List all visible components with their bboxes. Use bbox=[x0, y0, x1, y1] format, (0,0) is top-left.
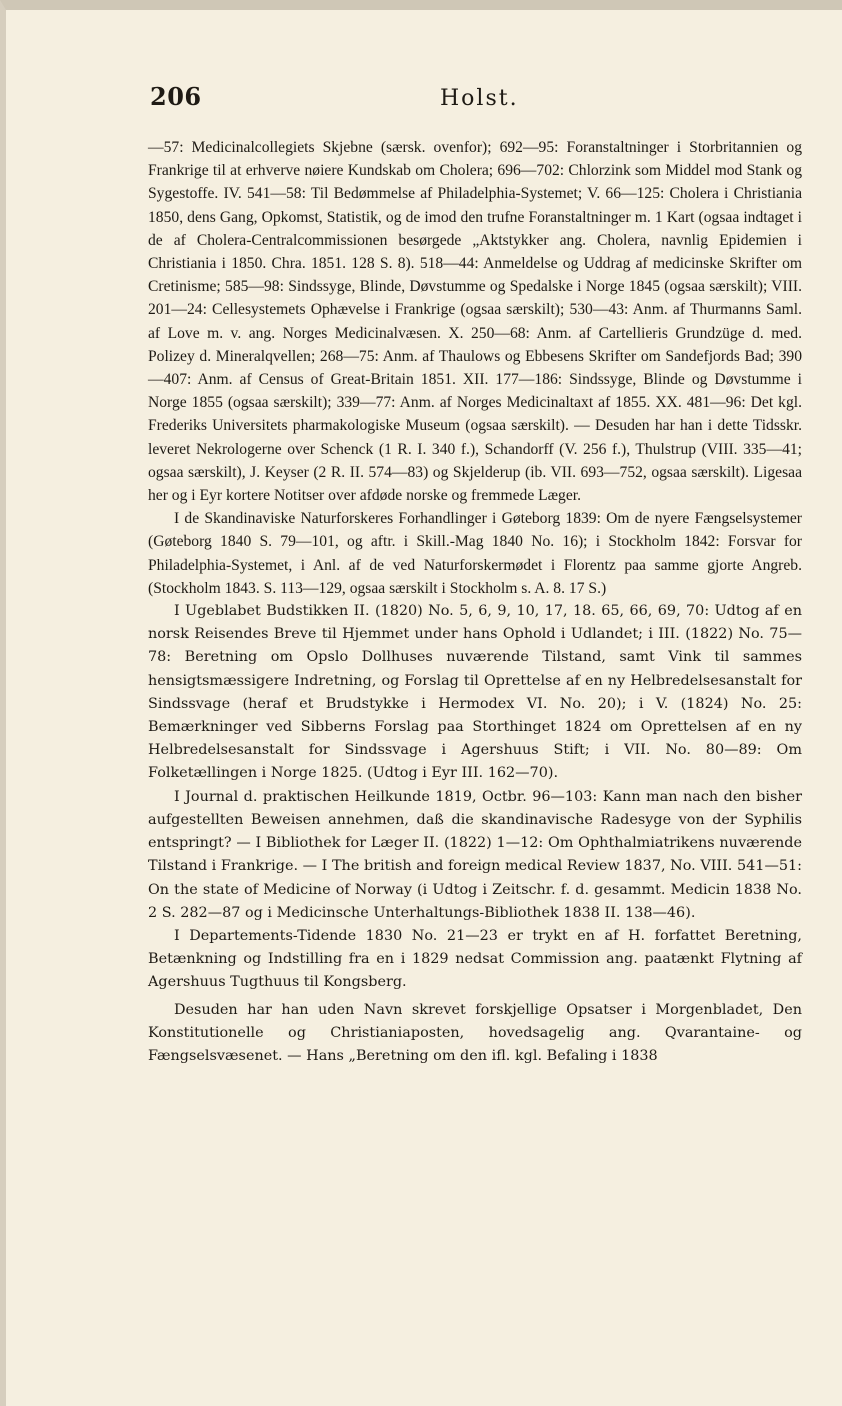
paragraph-morgenbladet: Desuden har han uden Navn skrevet forskjellige Opsatser i Morgenbladet, Den Konstitutionelle og Christianiaposten, hovedsagelig ang. Qvarantaine- og Fængselsvæsenet. — Hans „Beretning om den ifl. kgl. Befaling i 1838 bbox=[148, 1001, 802, 1064]
paragraph-medicinal-journal: —57: Medicinalcollegiets Skjebne (særsk. ovenfor); 692—95: Foranstaltninger i Storbritannien og Frankrige til at erhverve nøiere Kundskab om Cholera; 696—702: Chlorzink som Middel mod Stank og Sygestoffe. IV. 541—58: Til Bedømmelse af Philadelphia-Systemet; V. 66—125: Cholera i Christiania 1850, dens Gang, Opkomst, Statistik, og de imod den trufne Foranstaltninger m. 1 Kart (ogsaa indtaget i de af Cholera-Centralcommissionen besørgede „Aktstykker ang. Cholera, navnlig Epidemien i Christiania i 1850. Chra. 1851. 128 S. 8). 518—44: Anmeldelse og Uddrag af medicinske Skrifter om Cretinisme; 585—98: Sindssyge, Blinde, Døvstumme og Spedalske i Norge 1845 (ogsaa særskilt); VIII. 201—24: Cellesystemets Ophævelse i Frankrige (ogsaa særskilt); 530—43: Anm. af Thurmanns Saml. af Love m. v. ang. Norges Medicinalvæsen. X. 250—68: Anm. af Cartellieris Grundzüge d. med. Polizey d. Mineralqvellen; 268—75: Anm. af Thaulows og Ebbesens Skrifter om Sandefjords Bad; 390—407: Anm. af Census of Great-Britain 1851. XII. 177—186: Sindssyge, Blinde og Døvstumme i Norge 1855 (ogsaa særskilt); 339—77: Anm. af Norges Medicinaltaxt af 1855. XX. 481—96: Det kgl. Frederiks Universitets pharmakologiske Museum (ogsaa særskilt). — Desuden har han i dette Tidsskr. leveret Nekrologerne over Schenck (1 R. I. 340 f.), Schandorff (V. 256 f.), Thulstrup (VIII. 335—41; ogsaa særskilt), J. Keyser (2 R. II. 574—83) og Skjelderup (ib. VII. 693—752, ogsaa særskilt). Ligesaa her og i Eyr kortere Notitser over afdøde norske og fremmede Læger. bbox=[148, 139, 802, 505]
body-text bbox=[148, 136, 802, 1068]
paragraph-departements-tidende: I Departements-Tidende 1830 No. 21—23 er trykt en af H. forfattet Beretning, Betænkning og Indstilling fra en i 1829 nedsat Commission ang. paatænkt Flytning af Agershuus Tugthuus til Kongsberg. bbox=[148, 927, 802, 991]
paragraph-naturforskere: I de Skandinaviske Naturforskeres Forhandlinger i Gøteborg 1839: Om de nyere Fængselsystemer (Gøteborg 1840 S. 79—101, og aftr. i Skill.-Mag 1840 No. 16); i Stockholm 1842: Forsvar for Philadelphia-Systemet, i Anl. af de ved Naturforskermødet i Florentz paa samme gjorte Angreb. (Stockholm 1843. S. 113—129, ogsaa særskilt i Stockholm s. A. 8. 17 S.) bbox=[148, 510, 802, 597]
paragraph-budstikken: I Ugeblabet Budstikken II. (1820) No. 5, 6, 9, 10, 17, 18. 65, 66, 69, 70: Udtog af en norsk Reisendes Breve til Hjemmet under hans Ophold i Udlandet; i III. (1822) No. 75—78: Beretning om Opslo Dollhuses nuværende Tilstand, samt Vink til sammes hensigtsmæssigere Indretning, og Forslag til Oprettelse af en ny Helbredelsesanstalt for Sindssvage (heraf et Brudstykke i Hermodex VI. No. 20); i V. (1824) No. 25: Bemærkninger ved Sibberns Forslag paa Storthinget 1824 om Oprettelsen af en ny Helbredelsesanstalt for Sindssvage i Agershuus Stift; i VII. No. 80—89: Om Folketællingen i Norge 1825. (Udtog i Eyr III. 162—70). bbox=[148, 603, 802, 782]
paragraph-journal-heilkunde: I Journal d. praktischen Heilkunde 1819, Octbr. 96—103: Kann man nach den bisher aufgestellten Beweisen annehmen, daß die skandinavische Radesyge von der Syphilis entspringt? — I Bibliothek for Læger II. (1822) 1—12: Om Ophthalmiatrikens nuværende Tilstand i Frankrige. — I The british and foreign medical Review 1837, No. VIII. 541—51: On the state of Medicine of Norway (i Udtog i Zeitschr. f. d. gesammt. Medicin 1838 No. 2 S. 282—87 og i Medicinsche Unterhaltungs-Bibliothek 1838 II. 138—46). bbox=[148, 788, 802, 921]
page-number: 206 bbox=[150, 82, 202, 111]
running-head: Holst. bbox=[440, 86, 519, 111]
page-header bbox=[150, 80, 710, 120]
